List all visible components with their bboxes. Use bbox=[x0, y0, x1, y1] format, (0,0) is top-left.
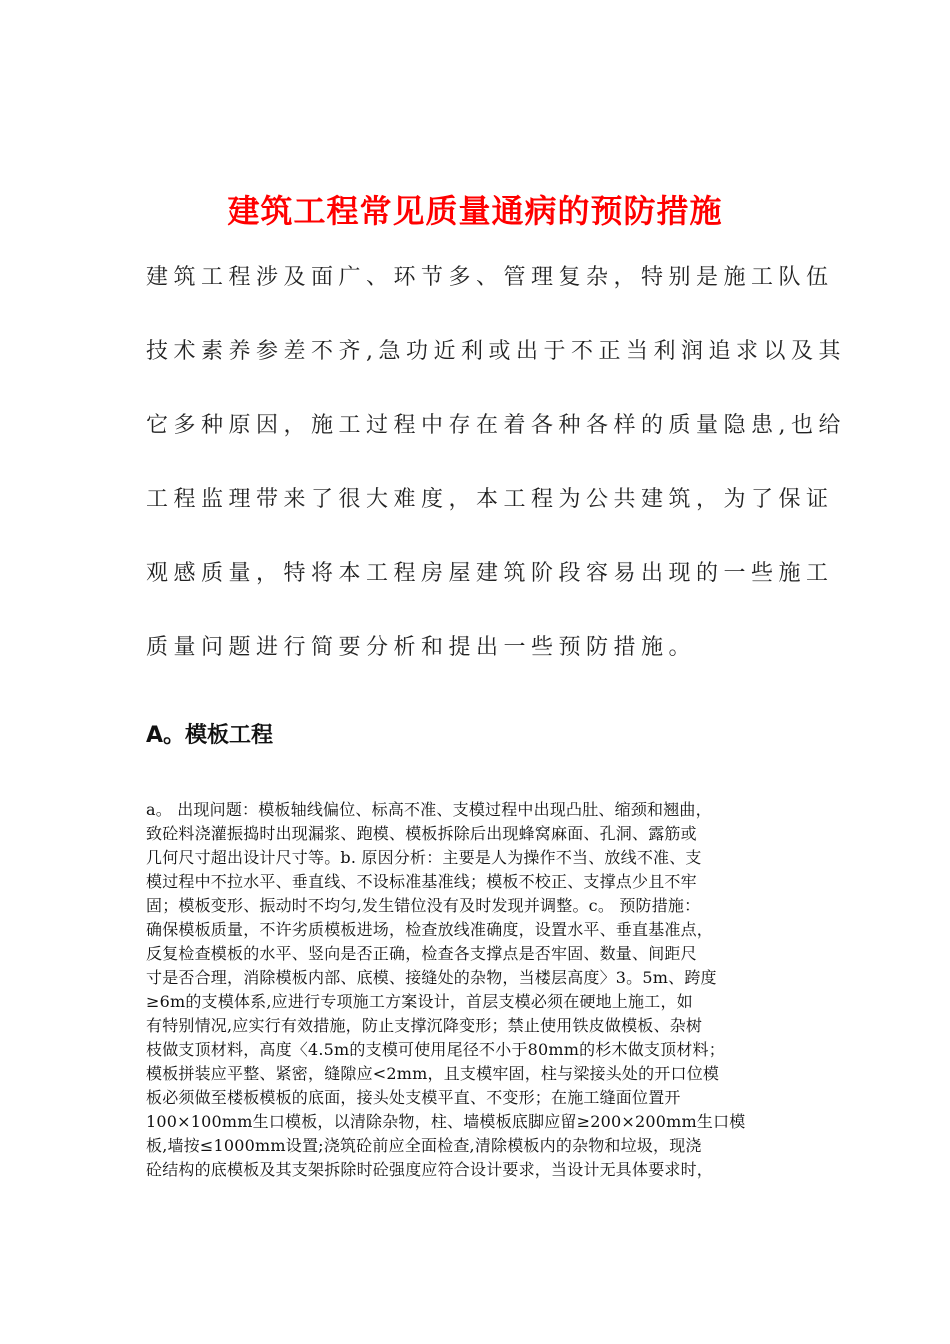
body-line: 寸是否合理，消除模板内部、底模、接缝处的杂物，当楼层高度〉3。5m、跨度 bbox=[146, 968, 717, 987]
section-body-formwork bbox=[146, 798, 826, 1182]
document-title: 建筑工程常见质量通病的预防措施 bbox=[227, 192, 723, 230]
body-line: 致砼料浇灌振捣时出现漏浆、跑模、模板拆除后出现蜂窝麻面、孔洞、露筋或 bbox=[146, 824, 697, 843]
intro-line: 观感质量，特将本工程房屋建筑阶段容易出现的一些施工 bbox=[146, 561, 834, 586]
body-line: 枝做支顶材料，高度〈4.5m的支模可使用尾径不小于80mm的杉木做支顶材料； bbox=[146, 1040, 725, 1059]
intro-line: 技术素养参差不齐,急功近利或出于不正当利润追求以及其 bbox=[146, 339, 846, 364]
body-line: 几何尺寸超出设计尺寸等。b. 原因分析：主要是人为操作不当、放线不准、支 bbox=[146, 848, 702, 867]
body-line: 有特别情况,应实行有效措施，防止支撑沉降变形；禁止使用铁皮做模板、杂树 bbox=[146, 1016, 703, 1035]
body-line: a。 出现问题：模板轴线偏位、标高不准、支模过程中出现凸肚、缩颈和翘曲， bbox=[146, 800, 712, 819]
body-line: 100×100mm生口模板，以清除杂物，柱、墙模板底脚应留≥200×200mm生口模 bbox=[146, 1112, 746, 1131]
intro-paragraph bbox=[146, 258, 846, 702]
body-line: 板必须做至楼板模板的底面，接头处支模平直、不变形；在施工缝面位置开 bbox=[146, 1088, 681, 1107]
body-line: 固；模板变形、振动时不均匀,发生错位没有及时发现并调整。c。 预防措施： bbox=[146, 896, 701, 915]
body-line: 模板拼装应平整、紧密，缝隙应<2mm，且支模牢固，柱与梁接头处的开口位模 bbox=[146, 1064, 720, 1083]
intro-line: 工程监理带来了很大难度，本工程为公共建筑，为了保证 bbox=[146, 487, 834, 512]
body-line: 确保模板质量，不许劣质模板进场，检查放线准确度，设置水平、垂直基准点， bbox=[146, 920, 714, 939]
section-heading-formwork: A。模板工程 bbox=[146, 723, 274, 748]
intro-line: 质量问题进行简要分析和提出一些预防措施。 bbox=[146, 635, 697, 660]
body-line: 砼结构的底模板及其支架拆除时砼强度应符合设计要求，当设计无具体要求时， bbox=[146, 1160, 714, 1179]
intro-line: 建筑工程涉及面广、环节多、管理复杂，特别是施工队伍 bbox=[146, 265, 834, 290]
body-line: 反复检查模板的水平、竖向是否正确，检查各支撑点是否牢固、数量、间距尺 bbox=[146, 944, 697, 963]
intro-line: 它多种原因，施工过程中存在着各种各样的质量隐患,也给 bbox=[146, 413, 846, 438]
body-line: 板,墙按≤1000mm设置;浇筑砼前应全面检查,清除模板内的杂物和垃圾，现浇 bbox=[146, 1136, 702, 1155]
body-line: ≥6m的支模体系,应进行专项施工方案设计，首层支模必须在硬地上施工，如 bbox=[146, 992, 693, 1011]
body-line: 模过程中不拉水平、垂直线、不设标准基准线；模板不校正、支撑点少且不牢 bbox=[146, 872, 697, 891]
